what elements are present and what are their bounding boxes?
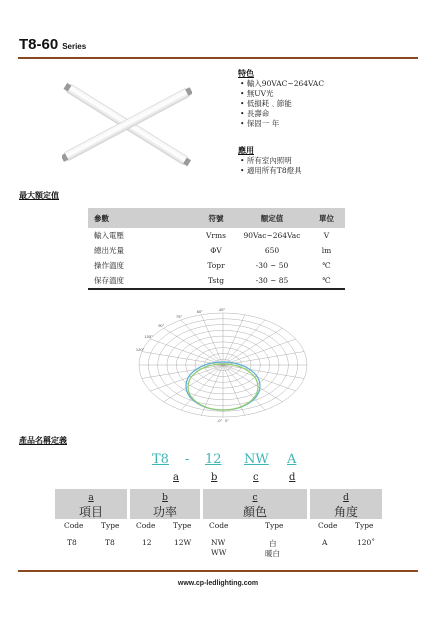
- code-value: A: [322, 538, 328, 547]
- type-label: Type: [101, 521, 120, 530]
- angle-label: 105°: [144, 334, 153, 339]
- angle-label: -0°: [217, 418, 223, 423]
- part-letter: a: [173, 472, 179, 483]
- code-label: Code: [64, 521, 84, 530]
- page-title: [19, 36, 86, 53]
- angle-label: 120°: [135, 347, 145, 353]
- part-letter: c: [253, 472, 259, 483]
- model-name: T8-60: [19, 36, 59, 53]
- cell: -30 ~ 50: [255, 261, 289, 270]
- type-value: 暖白: [265, 549, 280, 558]
- code-value: NW: [211, 538, 226, 547]
- group-name: 功率: [152, 505, 177, 519]
- applications-heading: 應用: [238, 145, 254, 155]
- cell: -30 ~ 85: [255, 276, 289, 285]
- code-label: Code: [136, 521, 156, 530]
- group-header-d: [310, 489, 382, 519]
- group-header-c: [203, 489, 307, 519]
- part-number-seg: NW: [244, 452, 269, 467]
- group-letter: b: [162, 493, 168, 503]
- col-header: 符號: [196, 208, 236, 228]
- cell: Topr: [207, 261, 225, 270]
- list-item: • 適用所有T8燈具: [240, 166, 302, 176]
- part-letter: b: [211, 472, 218, 483]
- code-label: Code: [318, 521, 338, 530]
- angle-label: 90°: [158, 322, 165, 328]
- grid-spoke: [223, 328, 282, 365]
- type-value: 白: [269, 539, 277, 548]
- part-number-seg: A: [287, 452, 297, 467]
- cell: ΦV: [210, 246, 222, 255]
- group-name: 角度: [333, 505, 358, 519]
- angle-label: 75°: [176, 314, 183, 320]
- group-name: 項目: [78, 505, 103, 519]
- series-label: Series: [62, 42, 87, 51]
- top-rule: [18, 57, 418, 59]
- product-image: [62, 70, 192, 180]
- code-value: WW: [211, 548, 227, 557]
- group-letter: c: [252, 493, 258, 503]
- table-row: [88, 258, 345, 273]
- grid-spoke: [201, 315, 223, 365]
- cell: 輸入電壓: [94, 231, 124, 240]
- ratings-table-wrap: [88, 208, 345, 290]
- angle-label: 60°: [196, 308, 203, 314]
- col-header: 單位: [308, 208, 345, 228]
- cell: ℃: [322, 276, 331, 285]
- code-value: T8: [67, 538, 77, 547]
- group-header-a: [55, 489, 127, 519]
- light-distribution-chart: [126, 305, 320, 429]
- angle-label: 0°: [225, 418, 229, 423]
- col-header: 參數: [88, 208, 196, 228]
- part-number-seg: 12: [205, 452, 222, 467]
- part-number-seg: T8: [152, 452, 169, 467]
- cell: 保存溫度: [94, 276, 124, 285]
- features-list: [240, 79, 324, 129]
- cell: V: [323, 231, 330, 240]
- code-label: Code: [209, 521, 229, 530]
- part-number-sep: -: [185, 452, 190, 467]
- ratings-table: [88, 208, 345, 288]
- grid-spoke: [142, 365, 223, 378]
- table-row: [88, 243, 345, 258]
- group-letter: d: [343, 493, 349, 503]
- col-header: 額定值: [236, 208, 308, 228]
- cell: 650: [264, 246, 280, 255]
- grid-spoke: [223, 365, 282, 402]
- cell: ℃: [322, 261, 331, 270]
- part-letter: d: [289, 472, 296, 483]
- type-label: Type: [173, 521, 192, 530]
- naming-heading: 產品名稱定義: [19, 435, 67, 445]
- group-letter: a: [88, 493, 94, 503]
- grid-spoke: [223, 365, 245, 415]
- code-value: 12: [142, 538, 152, 547]
- cell: 操作溫度: [94, 261, 124, 270]
- type-label: Type: [355, 521, 374, 530]
- cell: 總出光量: [94, 246, 124, 255]
- features-heading: 特色: [238, 68, 254, 78]
- list-item: • 無UV光: [240, 89, 324, 99]
- grid-spoke: [201, 365, 223, 415]
- cell: lm: [321, 246, 332, 255]
- ratings-heading: 最大額定值: [19, 190, 59, 200]
- type-value: 120˚: [357, 538, 376, 547]
- type-label: Type: [265, 521, 284, 530]
- type-value: T8: [105, 538, 115, 547]
- group-name: 顏色: [242, 505, 267, 519]
- table-row: [88, 228, 345, 243]
- list-item: • 所有室內照明: [240, 156, 302, 166]
- list-item: • 輸入90VAC~264VAC: [240, 79, 324, 89]
- table-row: [88, 273, 345, 288]
- group-header-b: [130, 489, 200, 519]
- angle-label: 45°: [219, 307, 226, 312]
- polar-grid: [139, 313, 307, 417]
- cell: Tstg: [207, 276, 225, 285]
- cell: Vrms: [206, 231, 226, 240]
- footer-url: www.cp-ledlighting.com: [177, 580, 259, 587]
- list-item: • 低損耗﹑節能: [240, 99, 324, 109]
- grid-spoke: [164, 365, 223, 402]
- type-value: 12W: [174, 538, 192, 547]
- cell: 90Vac~264Vac: [243, 231, 301, 240]
- grid-spoke: [223, 315, 245, 365]
- list-item: • 長壽命: [240, 109, 324, 119]
- list-item: • 保固一 年: [240, 119, 324, 129]
- applications-list: [240, 156, 302, 176]
- bottom-rule: [18, 570, 418, 572]
- grid-spoke: [164, 328, 223, 365]
- grid-spoke: [223, 365, 304, 378]
